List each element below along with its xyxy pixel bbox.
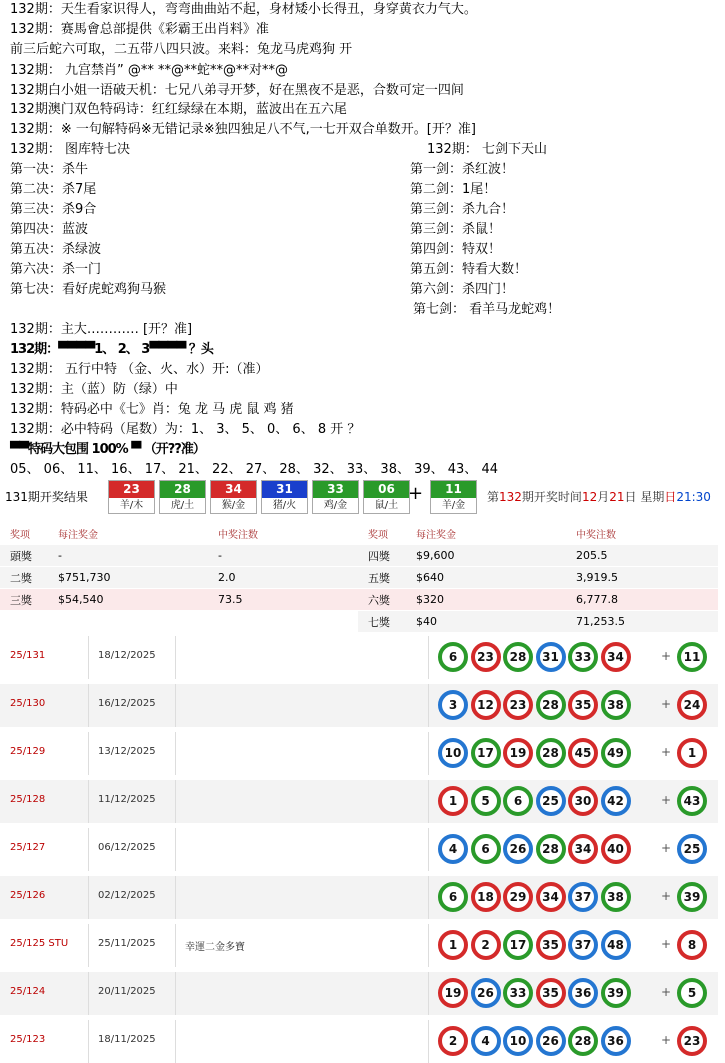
number-list: 05、 06、 11、 16、 17、 21、 22、 27、 28、 32、 33、 38、 39、 43、 44 bbox=[10, 462, 498, 477]
number-ball: 33 bbox=[503, 978, 533, 1008]
number-ball: 40 bbox=[601, 834, 631, 864]
number-ball: 36 bbox=[568, 978, 598, 1008]
number-ball: 6 bbox=[503, 786, 533, 816]
history-date: 18/11/2025 bbox=[98, 1034, 156, 1045]
divider bbox=[175, 924, 176, 967]
divider bbox=[428, 876, 429, 919]
next-period: 132 bbox=[499, 490, 522, 504]
left-section-title: 132期： 图库特七决 bbox=[10, 142, 130, 157]
prize-name: 頭獎 bbox=[0, 545, 48, 567]
divider bbox=[88, 924, 89, 967]
special-zodiac: 羊/金 bbox=[441, 500, 466, 511]
result-tile bbox=[108, 480, 155, 514]
text-line: 132期：天生看家识得人，弯弯曲曲站不起，身材矮小长得丑，身穿黄衣力气大。 bbox=[10, 2, 477, 17]
prize-name bbox=[0, 611, 48, 633]
result-label: 131期开奖结果 bbox=[5, 490, 88, 504]
result-zodiac: 虎/土 bbox=[170, 500, 195, 511]
result-number: 28 bbox=[160, 481, 205, 498]
result-zodiac: 羊/木 bbox=[119, 500, 144, 511]
divider bbox=[428, 924, 429, 967]
prize-row bbox=[0, 545, 718, 567]
right-item: 第一剑：杀红波！ bbox=[410, 162, 515, 177]
result-tile bbox=[159, 480, 206, 514]
history-row bbox=[0, 924, 718, 967]
header-cell: 奖项 bbox=[358, 523, 406, 545]
prize-count bbox=[208, 611, 358, 633]
prize-count: 2.0 bbox=[208, 567, 358, 589]
special-ball: 43 bbox=[677, 786, 707, 816]
divider bbox=[175, 732, 176, 775]
prize-amount: $54,540 bbox=[48, 589, 208, 611]
plus-sign: + bbox=[661, 841, 672, 855]
number-ball: 34 bbox=[536, 882, 566, 912]
number-ball: 19 bbox=[503, 738, 533, 768]
special-ball: 1 bbox=[677, 738, 707, 768]
right-item: 第四剑：特双！ bbox=[410, 242, 502, 257]
info-text: 期开奖时间 bbox=[521, 490, 582, 504]
divider bbox=[175, 636, 176, 679]
text-line: 132期：必中特码（尾数）为：1、 3、 5、 0、 6、 8 开 ？ bbox=[10, 422, 361, 437]
number-ball: 34 bbox=[601, 642, 631, 672]
prize-amount bbox=[48, 611, 208, 633]
history-period: 25/126 bbox=[10, 890, 46, 901]
next-day: 21 bbox=[609, 490, 625, 504]
number-ball: 17 bbox=[471, 738, 501, 768]
number-ball: 19 bbox=[438, 978, 468, 1008]
history-row bbox=[0, 828, 718, 871]
number-ball: 1 bbox=[438, 786, 468, 816]
history-row bbox=[0, 684, 718, 727]
prize-header-row bbox=[0, 523, 718, 545]
left-item: 第一决：杀牛 bbox=[10, 162, 89, 177]
prize-table bbox=[0, 523, 718, 633]
prize-row bbox=[0, 589, 718, 611]
right-section-title: 132期： 七剑下天山 bbox=[427, 142, 547, 157]
history-period: 25/130 bbox=[10, 698, 46, 709]
number-ball: 35 bbox=[536, 930, 566, 960]
divider bbox=[428, 1020, 429, 1063]
prize-count: 205.5 bbox=[566, 545, 718, 567]
number-ball: 12 bbox=[471, 690, 501, 720]
left-item: 第二决：杀7尾 bbox=[10, 182, 97, 197]
number-ball: 5 bbox=[471, 786, 501, 816]
history-period: 25/125 STU bbox=[10, 938, 69, 949]
plus-sign: + bbox=[661, 985, 672, 999]
divider bbox=[88, 828, 89, 871]
text-line: 132期： 九宫禁肖” @** **@**蛇**@**对**@ bbox=[10, 63, 288, 78]
number-ball: 45 bbox=[568, 738, 598, 768]
header-cell: 每注奖金 bbox=[406, 523, 566, 545]
text-line: 132期：▀▀▀▀1、 2、 3▀▀▀▀ ？头 bbox=[10, 342, 213, 357]
next-time: 21:30 bbox=[676, 490, 711, 504]
prize-amount: $9,600 bbox=[406, 545, 566, 567]
divider bbox=[88, 972, 89, 1015]
divider bbox=[175, 972, 176, 1015]
result-tile bbox=[312, 480, 359, 514]
result-number: 33 bbox=[313, 481, 358, 498]
right-item: 第六剑：杀四门！ bbox=[410, 282, 515, 297]
history-date: 13/12/2025 bbox=[98, 746, 156, 757]
prize-amount: $751,730 bbox=[48, 567, 208, 589]
prize-amount: $40 bbox=[406, 611, 566, 633]
prize-name: 四獎 bbox=[358, 545, 406, 567]
right-item: 第五剑：特看大数！ bbox=[410, 262, 528, 277]
history-row bbox=[0, 780, 718, 823]
number-ball: 10 bbox=[503, 1026, 533, 1056]
special-ball: 23 bbox=[677, 1026, 707, 1056]
divider bbox=[428, 732, 429, 775]
info-text: 第 bbox=[487, 490, 500, 504]
number-ball: 23 bbox=[471, 642, 501, 672]
number-ball: 4 bbox=[471, 1026, 501, 1056]
number-ball: 34 bbox=[568, 834, 598, 864]
result-zodiac: 鸡/金 bbox=[323, 500, 348, 511]
prize-name: 六獎 bbox=[358, 589, 406, 611]
number-ball: 2 bbox=[438, 1026, 468, 1056]
number-ball: 10 bbox=[438, 738, 468, 768]
number-ball: 37 bbox=[568, 882, 598, 912]
number-ball: 26 bbox=[536, 1026, 566, 1056]
plus-sign: + bbox=[661, 745, 672, 759]
number-ball: 30 bbox=[568, 786, 598, 816]
number-ball: 35 bbox=[536, 978, 566, 1008]
plus-sign: + bbox=[661, 649, 672, 663]
result-number: 06 bbox=[364, 481, 409, 498]
result-zodiac: 猴/金 bbox=[221, 500, 246, 511]
number-ball: 26 bbox=[503, 834, 533, 864]
special-ball: 5 bbox=[677, 978, 707, 1008]
right-item: 第七剑： 看羊马龙蛇鸡！ bbox=[413, 302, 561, 317]
number-ball: 29 bbox=[503, 882, 533, 912]
number-ball: 2 bbox=[471, 930, 501, 960]
prize-amount: - bbox=[48, 545, 208, 567]
prize-count: 73.5 bbox=[208, 589, 358, 611]
divider bbox=[88, 780, 89, 823]
divider bbox=[88, 684, 89, 727]
history-period: 25/129 bbox=[10, 746, 46, 757]
number-ball: 25 bbox=[536, 786, 566, 816]
text-line: ▀▀特码大包围 100% ▀ （开??准） bbox=[10, 442, 205, 457]
header-cell: 中奖注数 bbox=[566, 523, 718, 545]
history-period: 25/124 bbox=[10, 986, 46, 997]
prize-name: 三獎 bbox=[0, 589, 48, 611]
divider bbox=[88, 732, 89, 775]
special-tile bbox=[430, 480, 477, 514]
text-line: 132期白小姐一语破天机：七兄八弟寻开梦，好在黑夜不是恶，合数可定一四间 bbox=[10, 83, 464, 98]
text-line: 132期：赛馬會总部提供《彩霸王出肖料》准 bbox=[10, 22, 269, 37]
divider bbox=[175, 1020, 176, 1063]
info-text: 日 星期 bbox=[624, 490, 665, 504]
result-tile bbox=[363, 480, 410, 514]
number-ball: 18 bbox=[471, 882, 501, 912]
text-line: 132期： 五行中特 （金、火、水）开:（准） bbox=[10, 362, 269, 377]
number-ball: 38 bbox=[601, 882, 631, 912]
number-ball: 39 bbox=[601, 978, 631, 1008]
left-item: 第六决：杀一门 bbox=[10, 262, 102, 277]
text-line: 132期：※ 一句解特码※无错记录※独四独足八不气,一七开双合单数开。[开？准] bbox=[10, 122, 476, 137]
number-ball: 35 bbox=[568, 690, 598, 720]
divider bbox=[175, 780, 176, 823]
prize-row bbox=[0, 567, 718, 589]
number-ball: 38 bbox=[601, 690, 631, 720]
plus-sign: + bbox=[661, 889, 672, 903]
history-row bbox=[0, 1020, 718, 1063]
number-ball: 28 bbox=[503, 642, 533, 672]
prize-name: 五獎 bbox=[358, 567, 406, 589]
right-item: 第三剑：杀鼠！ bbox=[410, 222, 502, 237]
number-ball: 26 bbox=[471, 978, 501, 1008]
prize-amount: $320 bbox=[406, 589, 566, 611]
special-ball: 39 bbox=[677, 882, 707, 912]
history-date: 18/12/2025 bbox=[98, 650, 156, 661]
prize-name: 二獎 bbox=[0, 567, 48, 589]
prize-row bbox=[0, 611, 718, 633]
last-draw-result-bar bbox=[0, 478, 725, 514]
divider bbox=[428, 780, 429, 823]
history-row bbox=[0, 732, 718, 775]
divider bbox=[175, 876, 176, 919]
number-ball: 17 bbox=[503, 930, 533, 960]
left-item: 第四决：蓝波 bbox=[10, 222, 89, 237]
prize-count: 71,253.5 bbox=[566, 611, 718, 633]
divider bbox=[428, 828, 429, 871]
number-ball: 28 bbox=[536, 690, 566, 720]
number-ball: 6 bbox=[471, 834, 501, 864]
result-zodiac: 鼠/土 bbox=[374, 500, 399, 511]
next-month: 12 bbox=[581, 490, 598, 504]
result-tile bbox=[261, 480, 308, 514]
header-cell: 中奖注数 bbox=[208, 523, 358, 545]
plus-sign: + bbox=[661, 793, 672, 807]
text-line: 前三后蛇六可取，二五带八四只波。来料：兔龙马虎鸡狗 开 bbox=[10, 42, 353, 57]
divider bbox=[428, 684, 429, 727]
history-date: 11/12/2025 bbox=[98, 794, 156, 805]
left-item: 第三决：杀9合 bbox=[10, 202, 97, 217]
special-ball: 8 bbox=[677, 930, 707, 960]
result-zodiac: 猪/火 bbox=[272, 500, 297, 511]
history-date: 20/11/2025 bbox=[98, 986, 156, 997]
number-ball: 28 bbox=[536, 738, 566, 768]
history-row bbox=[0, 972, 718, 1015]
divider bbox=[88, 1020, 89, 1063]
divider bbox=[428, 636, 429, 679]
special-ball: 24 bbox=[677, 690, 707, 720]
number-ball: 28 bbox=[568, 1026, 598, 1056]
number-ball: 3 bbox=[438, 690, 468, 720]
special-ball: 11 bbox=[677, 642, 707, 672]
history-date: 25/11/2025 bbox=[98, 938, 156, 949]
history-date: 16/12/2025 bbox=[98, 698, 156, 709]
history-date: 02/12/2025 bbox=[98, 890, 156, 901]
header-cell: 每注奖金 bbox=[48, 523, 208, 545]
right-item: 第三剑：杀九合！ bbox=[410, 202, 515, 217]
info-text: 月 bbox=[597, 490, 610, 504]
divider bbox=[88, 636, 89, 679]
history-row bbox=[0, 636, 718, 679]
history-period: 25/131 bbox=[10, 650, 46, 661]
divider bbox=[428, 972, 429, 1015]
number-ball: 49 bbox=[601, 738, 631, 768]
result-number: 34 bbox=[211, 481, 256, 498]
prize-count: - bbox=[208, 545, 358, 567]
left-item: 第五决：杀绿波 bbox=[10, 242, 102, 257]
right-item: 第二剑：1尾！ bbox=[410, 182, 497, 197]
plus-sign: + bbox=[408, 483, 424, 504]
text-line: 132期：主大………… [开？准] bbox=[10, 322, 193, 337]
number-ball: 36 bbox=[601, 1026, 631, 1056]
text-line: 132期澳门双色特码诗：红红绿绿在本期，蓝波出在五六尾 bbox=[10, 102, 347, 117]
divider bbox=[175, 828, 176, 871]
divider bbox=[175, 684, 176, 727]
number-ball: 28 bbox=[536, 834, 566, 864]
history-period: 25/127 bbox=[10, 842, 46, 853]
number-ball: 48 bbox=[601, 930, 631, 960]
plus-sign: + bbox=[661, 1033, 672, 1047]
number-ball: 42 bbox=[601, 786, 631, 816]
history-period: 25/128 bbox=[10, 794, 46, 805]
result-number: 23 bbox=[109, 481, 154, 498]
prize-count: 3,919.5 bbox=[566, 567, 718, 589]
header-cell: 奖项 bbox=[0, 523, 48, 545]
plus-sign: + bbox=[661, 937, 672, 951]
number-ball: 31 bbox=[536, 642, 566, 672]
special-number: 11 bbox=[431, 481, 476, 498]
number-ball: 23 bbox=[503, 690, 533, 720]
special-ball: 25 bbox=[677, 834, 707, 864]
left-item: 第七决：看好虎蛇鸡狗马猴 bbox=[10, 282, 167, 297]
prize-count: 6,777.8 bbox=[566, 589, 718, 611]
history-row bbox=[0, 876, 718, 919]
history-period: 25/123 bbox=[10, 1034, 46, 1045]
number-ball: 4 bbox=[438, 834, 468, 864]
text-line: 132期：特码必中《七》肖：兔 龙 马 虎 鼠 鸡 猪 bbox=[10, 402, 294, 417]
number-ball: 1 bbox=[438, 930, 468, 960]
plus-sign: + bbox=[661, 697, 672, 711]
next-draw-info bbox=[487, 488, 711, 505]
prize-amount: $640 bbox=[406, 567, 566, 589]
number-ball: 37 bbox=[568, 930, 598, 960]
text-line: 132期：主（蓝）防（绿）中 bbox=[10, 382, 178, 397]
number-ball: 6 bbox=[438, 882, 468, 912]
history-note: 幸運二金多寶 bbox=[185, 942, 245, 953]
number-ball: 6 bbox=[438, 642, 468, 672]
result-number: 31 bbox=[262, 481, 307, 498]
result-tile bbox=[210, 480, 257, 514]
number-ball: 33 bbox=[568, 642, 598, 672]
history-date: 06/12/2025 bbox=[98, 842, 156, 853]
divider bbox=[88, 876, 89, 919]
next-weekday: 日 bbox=[664, 490, 677, 504]
prize-name: 七獎 bbox=[358, 611, 406, 633]
